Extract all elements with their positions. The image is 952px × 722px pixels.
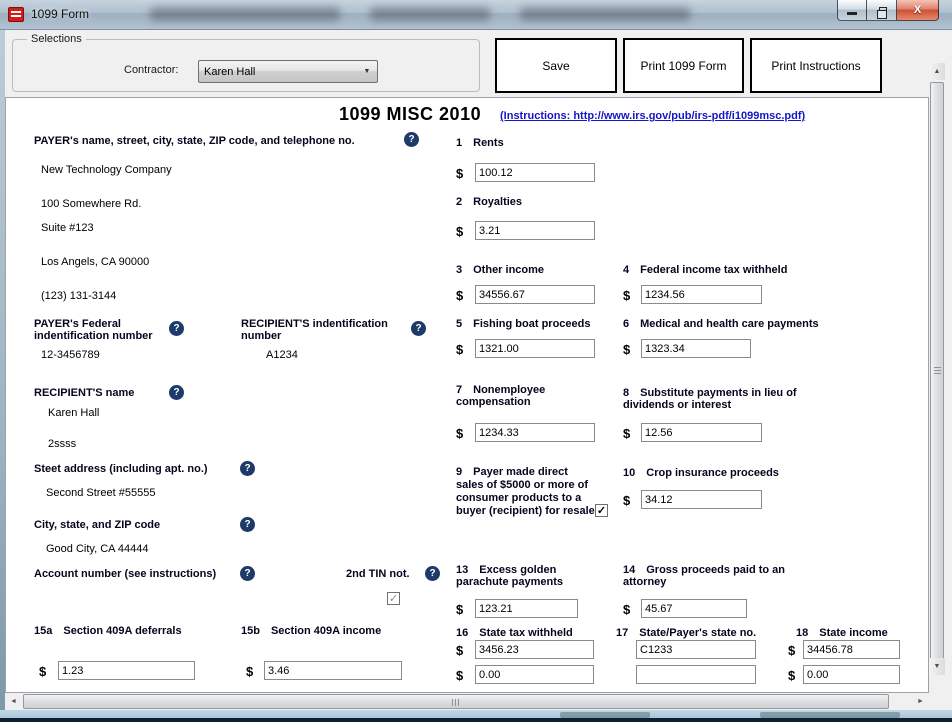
top-bar (5, 30, 945, 96)
box8-currency: $ (623, 426, 631, 441)
box6-currency: $ (623, 342, 631, 357)
box10-currency: $ (623, 493, 631, 508)
box13-currency: $ (456, 602, 464, 617)
account-number-label: Account number (see instructions) (34, 568, 217, 580)
box9-label: 9 Payer made direct sales of $5000 or more of consumer products to a buyer (recipient) for resale (456, 466, 595, 517)
box6-medical-input[interactable] (641, 339, 751, 358)
box15b-label: 15b Section 409A income (241, 625, 382, 637)
street-address-help-icon[interactable]: ? (240, 461, 255, 476)
box7-nonemployee-input[interactable] (475, 423, 595, 442)
recipient-name-label: RECIPIENT'S name (34, 387, 135, 399)
app-icon (8, 7, 24, 22)
box14-currency: $ (623, 602, 631, 617)
box5-label: 5 Fishing boat proceeds (456, 318, 591, 330)
close-button[interactable] (897, 0, 939, 21)
form-panel (5, 97, 929, 693)
box18-currency2: $ (788, 668, 796, 683)
recipient-id-help-icon[interactable]: ? (411, 321, 426, 336)
second-tin-label: 2nd TIN not. (346, 568, 410, 580)
box18-currency1: $ (788, 643, 796, 658)
contractor-dropdown[interactable] (198, 60, 378, 83)
recipient-id-value: A1234 (266, 349, 298, 361)
box2-royalties-input[interactable] (475, 221, 595, 240)
recipient-id-label: RECIPIENT'S indentification number (241, 318, 388, 342)
payer-city-value: Los Angels, CA 90000 (41, 256, 150, 268)
box16-state-tax-input1[interactable] (475, 640, 594, 659)
horizontal-scrollbar[interactable] (5, 693, 929, 710)
payer-fed-id-label: PAYER's Federal indentification number (34, 318, 153, 342)
thumb-grip (934, 367, 941, 368)
window-border-bottom (0, 710, 952, 722)
box18-state-income-input2[interactable] (803, 665, 900, 684)
box13-label: 13 Excess golden parachute payments (456, 564, 563, 588)
scroll-right-icon[interactable]: ► (917, 698, 924, 705)
box10-crop-input[interactable] (641, 490, 762, 509)
second-tin-checkbox[interactable] (387, 592, 400, 605)
close-icon: X (913, 4, 922, 16)
border-reflection (760, 712, 900, 718)
check-icon: ✓ (388, 593, 399, 605)
border-reflection (560, 712, 650, 718)
city-state-zip-value: Good City, CA 44444 (46, 543, 149, 555)
title-bar[interactable] (0, 0, 952, 30)
contractor-selected-value: Karen Hall (204, 65, 256, 78)
box1-currency: $ (456, 166, 464, 181)
background-window-blur (370, 7, 490, 21)
vertical-scrollbar-thumb[interactable] (930, 82, 944, 660)
chevron-down-icon: ▼ (363, 68, 371, 75)
vertical-scrollbar[interactable] (929, 63, 945, 693)
box18-label: 18 State income (796, 627, 888, 639)
box17-state-no-input2[interactable] (636, 665, 756, 684)
box3-other-income-input[interactable] (475, 285, 595, 304)
minimize-icon (847, 12, 857, 15)
box1-rents-input[interactable] (475, 163, 595, 182)
payer-fed-id-value: 12-3456789 (41, 349, 100, 361)
box8-substitute-input[interactable] (641, 423, 762, 442)
box4-label: 4 Federal income tax withheld (623, 264, 788, 276)
restore-button[interactable] (867, 0, 897, 21)
box16-currency2: $ (456, 668, 464, 683)
recipient-name-line1: Karen Hall (48, 407, 100, 419)
box16-state-tax-input2[interactable] (475, 665, 594, 684)
instructions-link[interactable]: (Instructions: http://www.irs.gov/pub/irs-pdf/i1099msc.pdf) (500, 110, 806, 122)
minimize-button[interactable] (837, 0, 867, 21)
selections-groupbox (12, 33, 480, 92)
selections-group-label: Selections (27, 33, 86, 45)
print-instructions-button[interactable]: Print Instructions (750, 38, 882, 93)
box15b-currency: $ (246, 664, 254, 679)
check-icon: ✓ (596, 505, 607, 517)
box14-label: 14 Gross proceeds paid to an attorney (623, 564, 786, 588)
box10-label: 10 Crop insurance proceeds (623, 467, 779, 479)
contractor-label: Contractor: (124, 64, 179, 76)
box6-label: 6 Medical and health care payments (623, 318, 819, 330)
box15a-label: 15a Section 409A deferrals (34, 625, 182, 637)
payer-info-help-icon[interactable]: ? (404, 132, 419, 147)
box8-label: 8 Substitute payments in lieu of dividends or interest (623, 387, 797, 411)
payer-street-value: 100 Somewhere Rd. (41, 198, 142, 210)
box18-state-income-input1[interactable] (803, 640, 900, 659)
caption-buttons (837, 0, 939, 21)
scroll-down-icon[interactable]: ▼ (929, 658, 945, 675)
scrollbar-corner (929, 693, 945, 710)
street-address-value: Second Street #55555 (46, 487, 156, 499)
street-address-label: Steet address (including apt. no.) (34, 463, 208, 475)
window-title: 1099 Form (31, 7, 90, 21)
payer-info-label: PAYER's name, street, city, state, ZIP code, and telephone no. (34, 135, 355, 147)
horizontal-scrollbar-thumb[interactable] (23, 694, 889, 709)
restore-icon (879, 7, 887, 14)
box17-state-no-input1[interactable] (636, 640, 756, 659)
save-button[interactable]: Save (495, 38, 617, 93)
city-state-zip-label: City, state, and ZIP code (34, 519, 161, 531)
second-tin-help-icon[interactable]: ? (425, 566, 440, 581)
box1-label: 1 Rents (456, 137, 504, 149)
box17-label: 17 State/Payer's state no. (616, 627, 757, 639)
form-title: 1099 MISC 2010 (339, 104, 482, 124)
payer-name-value: New Technology Company (41, 164, 172, 176)
account-number-help-icon[interactable]: ? (240, 566, 255, 581)
payer-fed-id-help-icon[interactable]: ? (169, 321, 184, 336)
box4-fed-tax-input[interactable] (641, 285, 762, 304)
box15a-currency: $ (39, 664, 47, 679)
recipient-name-help-icon[interactable]: ? (169, 385, 184, 400)
box5-currency: $ (456, 342, 464, 357)
box9-direct-sales-checkbox[interactable] (595, 504, 608, 517)
box13-parachute-input[interactable] (475, 599, 578, 618)
box15b-input[interactable] (264, 661, 402, 680)
background-window-blur (150, 7, 340, 21)
recipient-name-line2: 2ssss (48, 438, 77, 450)
city-state-zip-help-icon[interactable]: ? (240, 517, 255, 532)
window-border-right (945, 30, 952, 710)
scroll-left-icon[interactable]: ◄ (10, 698, 17, 705)
print-1099-form-button[interactable]: Print 1099 Form (623, 38, 744, 93)
scroll-up-icon[interactable]: ▲ (929, 63, 945, 80)
payer-phone-value: (123) 131-3144 (41, 290, 117, 302)
box16-label: 16 State tax withheld (456, 627, 573, 639)
box16-currency1: $ (456, 643, 464, 658)
box2-currency: $ (456, 224, 464, 239)
thumb-grip (452, 699, 453, 706)
background-window-blur (520, 7, 690, 21)
box3-label: 3 Other income (456, 264, 545, 276)
payer-suite-value: Suite #123 (41, 222, 94, 234)
box15a-input[interactable] (58, 661, 195, 680)
box2-label: 2 Royalties (456, 196, 523, 208)
box3-currency: $ (456, 288, 464, 303)
box7-currency: $ (456, 426, 464, 441)
box14-attorney-input[interactable] (641, 599, 747, 618)
box5-fishing-input[interactable] (475, 339, 595, 358)
box7-label: 7 Nonemployee compensation (456, 384, 546, 408)
box4-currency: $ (623, 288, 631, 303)
